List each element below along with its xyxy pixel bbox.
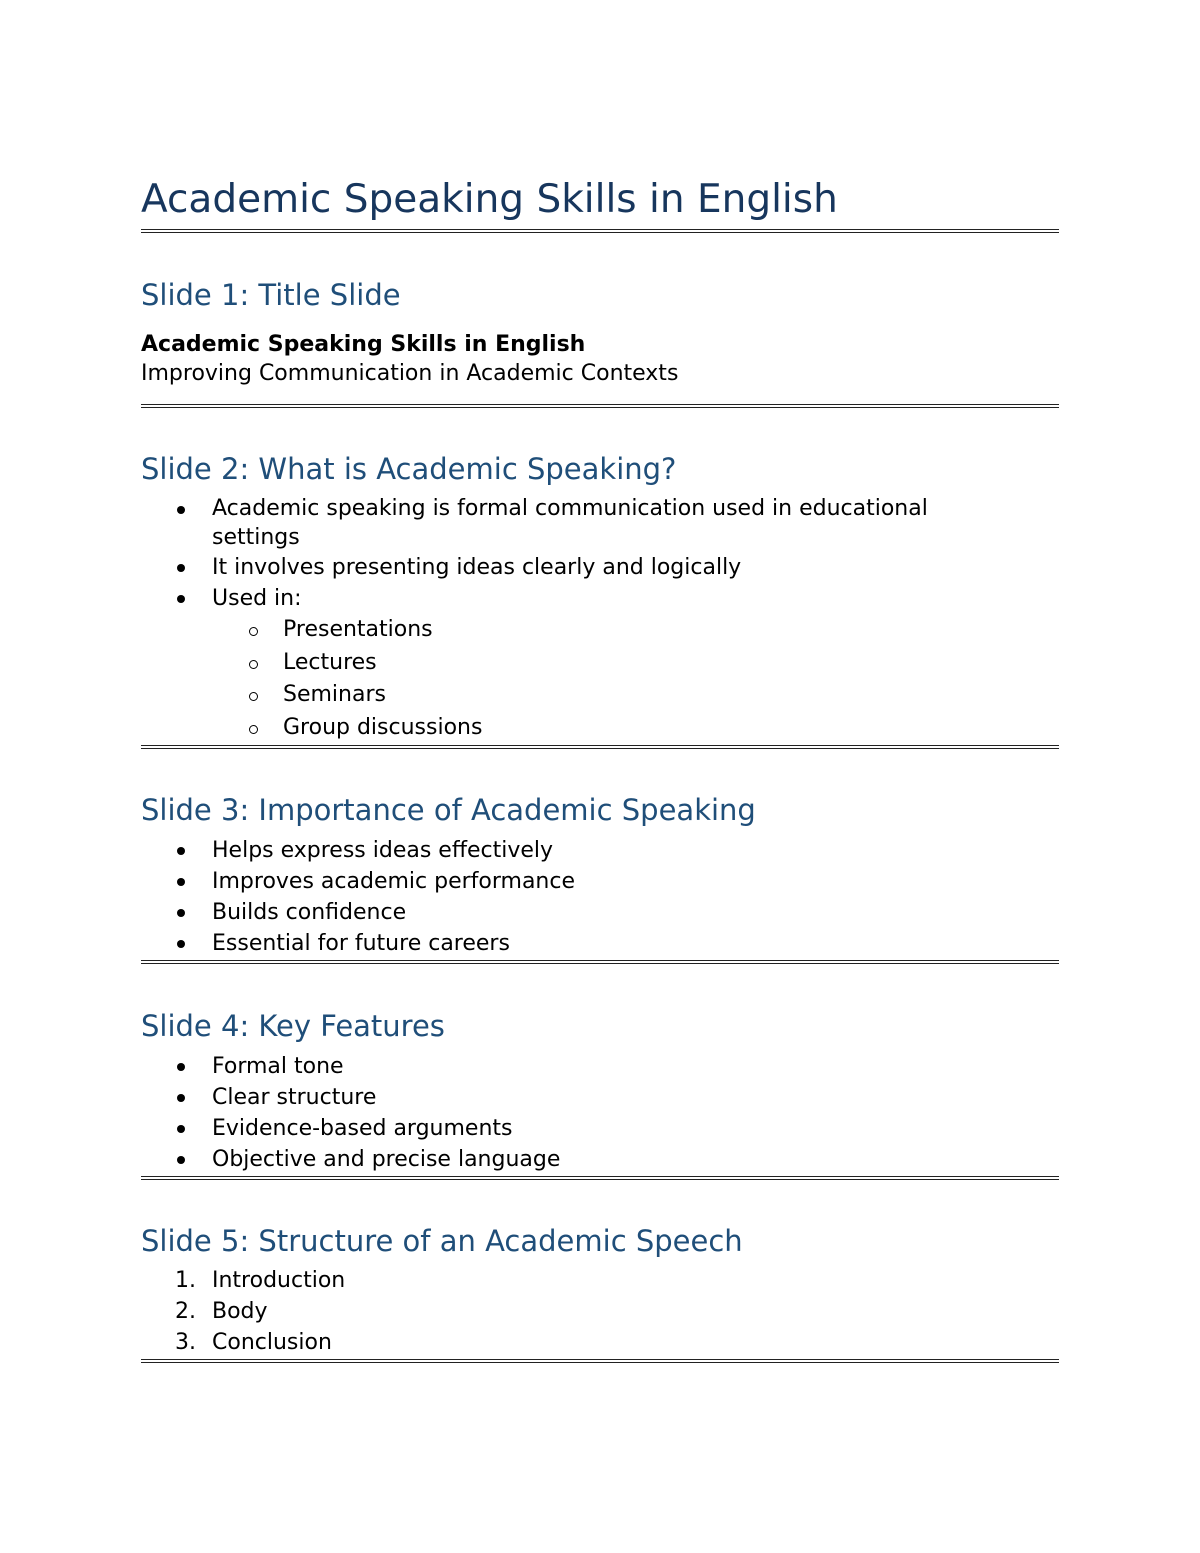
slide-2-heading: Slide 2: What is Academic Speaking? — [141, 452, 677, 486]
list-item: Used in: — [212, 586, 302, 611]
sub-list-item: Seminars — [283, 682, 386, 707]
slide-3-heading: Slide 3: Importance of Academic Speaking — [141, 793, 756, 827]
slide-5-heading: Slide 5: Structure of an Academic Speech — [141, 1224, 743, 1258]
list-item: Builds confidence — [212, 900, 407, 925]
slide-1-heading: Slide 1: Title Slide — [141, 278, 401, 312]
list-number: 3. — [175, 1330, 196, 1355]
numbered-list-item: Body — [212, 1299, 268, 1324]
slide-2-divider — [141, 745, 1059, 749]
sub-list-item: Group discussions — [283, 715, 483, 740]
slide-1-divider — [141, 404, 1059, 408]
bullet-icon — [177, 847, 185, 855]
list-number: 2. — [175, 1299, 196, 1324]
bullet-icon — [177, 1094, 185, 1102]
bullet-icon — [177, 1125, 185, 1133]
list-item: Helps express ideas effectively — [212, 838, 554, 863]
numbered-list-item: Conclusion — [212, 1330, 332, 1355]
bullet-icon — [177, 909, 185, 917]
sub-bullet-icon — [249, 692, 258, 701]
slide-4-divider — [141, 1176, 1059, 1180]
slide-1-title-text: Academic Speaking Skills in English — [141, 332, 586, 357]
numbered-list-item: Introduction — [212, 1268, 346, 1293]
document-title: Academic Speaking Skills in English — [141, 177, 838, 222]
list-item: Formal tone — [212, 1054, 344, 1079]
slide-4-heading: Slide 4: Key Features — [141, 1009, 445, 1043]
bullet-icon — [177, 1156, 185, 1164]
list-item: Evidence-based arguments — [212, 1116, 513, 1141]
bullet-icon — [177, 878, 185, 886]
slide-1-subtitle-text: Improving Communication in Academic Contexts — [141, 361, 679, 386]
list-item: Essential for future careers — [212, 931, 510, 956]
sub-list-item: Lectures — [283, 650, 377, 675]
sub-bullet-icon — [249, 627, 258, 636]
list-item: Improves academic performance — [212, 869, 575, 894]
list-item: Objective and precise language — [212, 1147, 561, 1172]
bullet-icon — [177, 595, 185, 603]
sub-bullet-icon — [249, 660, 258, 669]
slide-3-divider — [141, 960, 1059, 964]
bullet-icon — [177, 506, 185, 514]
bullet-icon — [177, 564, 185, 572]
sub-bullet-icon — [249, 725, 258, 734]
list-item: It involves presenting ideas clearly and logically — [212, 555, 742, 580]
bullet-icon — [177, 1063, 185, 1071]
list-item: Clear structure — [212, 1085, 377, 1110]
list-number: 1. — [175, 1268, 196, 1293]
sub-list-item: Presentations — [283, 617, 433, 642]
slide-5-divider — [141, 1359, 1059, 1363]
list-item: Academic speaking is formal communication used in educational settings — [212, 496, 928, 550]
bullet-icon — [177, 940, 185, 948]
title-divider — [141, 229, 1059, 233]
